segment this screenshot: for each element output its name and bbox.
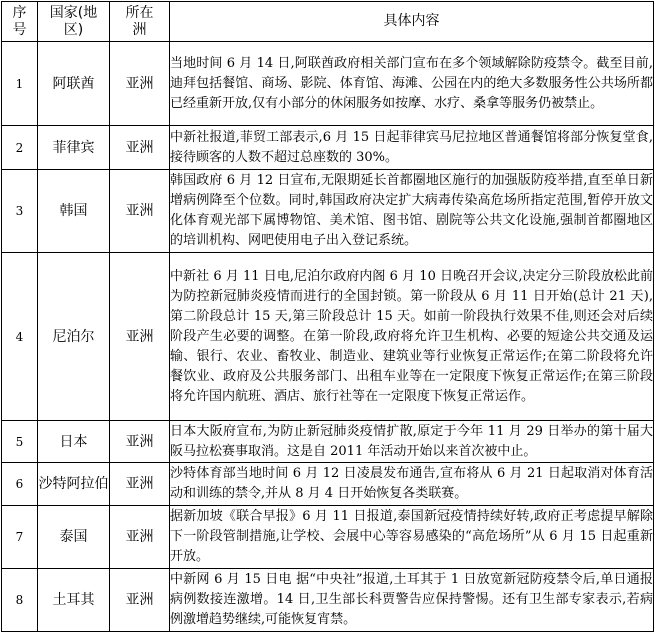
row-country: 韩国 [38, 170, 110, 253]
row-no: 8 [2, 569, 38, 632]
row-continent: 亚洲 [110, 421, 170, 463]
row-no: 5 [2, 421, 38, 463]
header-country: 国家(地 区) [38, 2, 110, 42]
row-country: 菲律宾 [38, 126, 110, 170]
row-country: 日本 [38, 421, 110, 463]
row-country: 尼泊尔 [38, 253, 110, 421]
table-row [2, 42, 654, 126]
table-row [2, 506, 654, 569]
row-content: 沙特体育部当地时间 6 月 12 日凌晨发布通告,宣布将从 6 月 21 日起取消对体育活动和训练的禁令,并从 8 月 4 日开始恢复各类联赛。 [170, 463, 654, 506]
row-content: 中新网 6 月 15 日电 据“中央社”报道,土耳其于 1 日放宽新冠防疫禁令后,单日通报病例数接连激增。14 日,卫生部长科贾警告应保持警惕。还有卫生部专家表示,若病例激增趋势继续,可能恢复宵禁。 [170, 569, 654, 632]
row-content: 据新加坡《联合早报》6 月 11 日报道,泰国新冠疫情持续好转,政府正考虑提早解除下一阶段管制措施,让学校、会展中心等容易感染的“高危场所”从 6 月 15 日起重新开放。 [170, 506, 654, 569]
row-content: 中新社报道,菲贸工部表示,6 月 15 日起菲律宾马尼拉地区普通餐馆将部分恢复堂食,接待顾客的人数不超过总座数的 30%。 [170, 126, 654, 170]
table-row [2, 126, 654, 170]
row-content: 日本大阪府宣布,为防止新冠肺炎疫情扩散,原定于今年 11 月 29 日举办的第十届大阪马拉松赛事取消。这是自 2011 年活动开始以来首次被中止。 [170, 421, 654, 463]
row-continent: 亚洲 [110, 506, 170, 569]
row-no: 6 [2, 463, 38, 506]
table-row [2, 170, 654, 253]
row-content: 当地时间 6 月 14 日,阿联酋政府相关部门宣布在多个领域解除防疫禁令。截至目前,迪拜包括餐馆、商场、影院、体育馆、海滩、公园在内的绝大多数服务性公共场所都已经重新开放,仅有小部分的休闲服务如按摩、水疗、桑拿等服务仍被禁止。 [170, 42, 654, 126]
row-no: 3 [2, 170, 38, 253]
row-no: 1 [2, 42, 38, 126]
row-content: 韩国政府 6 月 12 日宣布,无限期延长首都圈地区施行的加强版防疫举措,直至单日新增病例降至个位数。同时,韩国政府决定扩大病毒传染高危场所指定范围,暂停开放文化体育观光部下属博物馆、美术馆、图书馆、剧院等公共文化设施,强制首都圈地区的培训机构、网吧使用电子出入登记系统。 [170, 170, 654, 253]
table-row [2, 463, 654, 506]
row-content: 中新社 6 月 11 日电,尼泊尔政府内阁 6 月 10 日晚召开会议,决定分三阶段放松此前为防控新冠肺炎疫情而进行的全国封锁。第一阶段从 6 月 11 日开始(总计 21 天),第二阶段总计 15 天,第三阶段总计 15 天。如前一阶段执行效果不佳,则还会对后续阶段产生必要的调整。在第一阶段,政府将允许卫生机构、必要的短途公共交通及运输、银行、农业、畜牧业、制造业、建筑业等行业恢复正常运作;在第二阶段将允许餐饮业、政府及公共服务部门、出租车业等在一定限度下恢复正常运作;在第三阶段将允许国内航班、酒店、旅行社等在一定限度下恢复正常运作。 [170, 253, 654, 421]
row-country: 泰国 [38, 506, 110, 569]
row-no: 7 [2, 506, 38, 569]
row-continent: 亚洲 [110, 170, 170, 253]
row-continent: 亚洲 [110, 253, 170, 421]
header-continent: 所在 洲 [110, 2, 170, 42]
table-row [2, 253, 654, 421]
header-no: 序 号 [2, 2, 38, 42]
header-row [2, 2, 654, 42]
row-continent: 亚洲 [110, 569, 170, 632]
row-continent: 亚洲 [110, 42, 170, 126]
header-content: 具体内容 [170, 2, 654, 42]
row-no: 2 [2, 126, 38, 170]
row-country: 阿联酋 [38, 42, 110, 126]
row-country: 沙特阿拉伯 [38, 463, 110, 506]
table-row [2, 569, 654, 632]
row-continent: 亚洲 [110, 463, 170, 506]
table-row [2, 421, 654, 463]
policy-table [1, 1, 654, 632]
row-country: 土耳其 [38, 569, 110, 632]
row-continent: 亚洲 [110, 126, 170, 170]
row-no: 4 [2, 253, 38, 421]
